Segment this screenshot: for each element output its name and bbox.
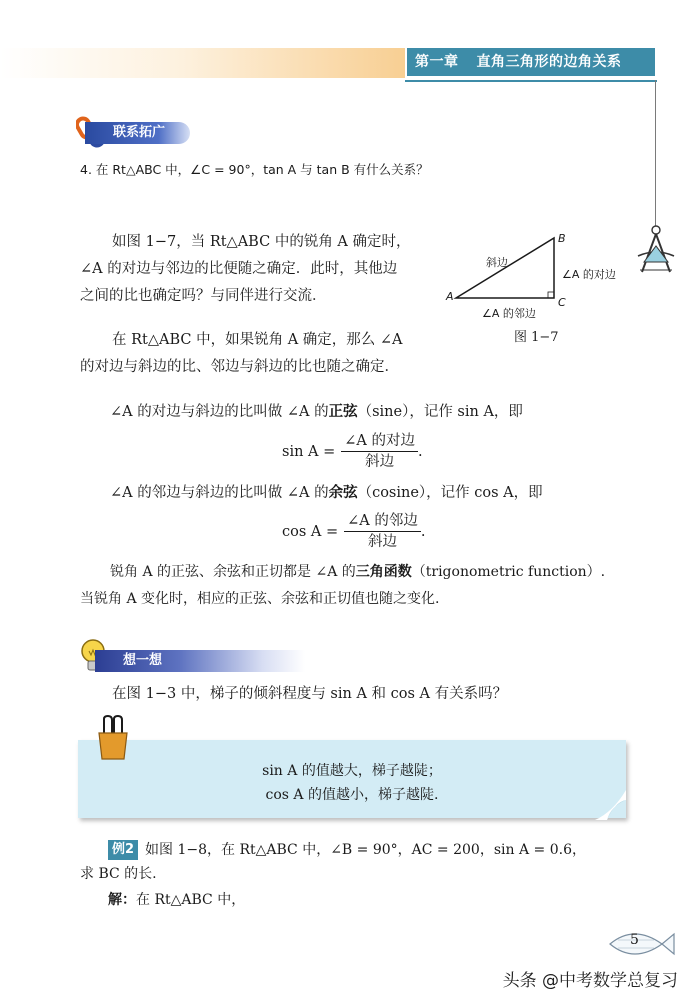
exercise-question: 4. 在 Rt△ABC 中，∠C = 90°，tan A 与 tan B 有什么关系？ [80, 162, 429, 177]
think-tag: 想一想 [95, 650, 305, 672]
page-curl [595, 790, 627, 820]
source-watermark: 头条 @中考数学总复习 [499, 964, 682, 993]
sine-lhs: sin A = [282, 443, 336, 460]
example-line-1: 如图 1−8，在 Rt△ABC 中，∠B = 90°，AC = 200，sin A = 0.6， [145, 842, 586, 858]
adjacent-side-label: ∠A 的邻边 [482, 307, 536, 320]
intro-line-3: 之间的比也确定吗？与同伴进行交流． [80, 288, 327, 304]
think-question: 在图 1−3 中，梯子的倾斜程度与 sin A 和 cos A 有关系吗？ [112, 686, 508, 702]
trig-pre: 锐角 A 的正弦、余弦和正切都是 ∠A 的 [110, 564, 356, 580]
cosine-def-post: （cosine），记作 cos A，即 [357, 485, 543, 501]
chapter-number: 第一章 [415, 54, 459, 70]
chapter-title: 直角三角形的边角关系 [476, 54, 622, 70]
cosine-definition [110, 481, 543, 505]
trig-line-1 [110, 560, 605, 584]
cosine-lhs: cos A = [282, 523, 339, 540]
sine-end: . [418, 443, 423, 460]
memo-line-1: sin A 的值越大，梯子越陡； [262, 763, 442, 779]
trig-post: （trigonometric function）. [411, 564, 606, 580]
page-number: 5 [630, 932, 639, 948]
sine-denominator: 斜边 [365, 454, 395, 470]
sine-numerator: ∠A 的对边 [341, 432, 418, 452]
opposite-side-label: ∠A 的对边 [562, 268, 616, 281]
solution-line [108, 888, 245, 912]
solution-text: 在 Rt△ABC 中， [136, 892, 246, 908]
margin-rule [655, 80, 656, 230]
sine-term: 正弦 [328, 404, 358, 420]
cosine-denominator: 斜边 [368, 534, 397, 550]
header-gradient-bar [0, 48, 405, 78]
fish-page-icon [604, 926, 676, 962]
hypotenuse-label: 斜边 [486, 256, 508, 269]
trig-line-2: 当锐角 A 变化时，相应的正弦、余弦和正切值也随之变化. [80, 591, 440, 607]
example-line-2: 求 BC 的长. [80, 866, 157, 882]
sine-def-post: （sine），记作 sin A，即 [357, 404, 523, 420]
sine-def-pre: ∠A 的对边与斜边的比叫做 ∠A 的 [110, 404, 329, 420]
sine-definition [110, 400, 523, 424]
vertex-c-label: C [558, 296, 566, 309]
cosine-term: 余弦 [328, 485, 358, 501]
sine-formula [282, 432, 423, 471]
trig-term: 三角函数 [355, 564, 412, 580]
cosine-fraction [344, 512, 421, 551]
chapter-header [407, 48, 655, 76]
cosine-end: . [420, 523, 426, 540]
lianxi-tag: 联系拓广 [85, 122, 190, 144]
header-underline [405, 80, 657, 82]
intro-line-4: 在 Rt△ABC 中，如果锐角 A 确定，那么 ∠A [112, 332, 403, 348]
cosine-numerator: ∠A 的邻边 [344, 512, 421, 532]
intro-line-2: ∠A 的对边与邻边的比便随之确定．此时，其他边 [80, 261, 398, 277]
sine-fraction [341, 432, 418, 471]
example-tag: 例2 [108, 840, 138, 860]
binder-clip-icon [96, 715, 130, 761]
vertex-a-label: A [446, 290, 454, 303]
compass-icon [634, 222, 678, 276]
vertex-b-label: B [558, 232, 566, 245]
intro-line-1: 如图 1−7，当 Rt△ABC 中的锐角 A 确定时， [112, 234, 411, 250]
solution-label: 解： [108, 892, 136, 908]
memo-box [78, 740, 626, 818]
intro-line-5: 的对边与斜边的比、邻边与斜边的比也随之确定． [80, 359, 399, 375]
cosine-def-pre: ∠A 的邻边与斜边的比叫做 ∠A 的 [110, 485, 329, 501]
figure-caption: 图 1−7 [514, 330, 559, 345]
memo-line-2: cos A 的值越小，梯子越陡. [265, 787, 439, 803]
cosine-formula [282, 512, 425, 551]
